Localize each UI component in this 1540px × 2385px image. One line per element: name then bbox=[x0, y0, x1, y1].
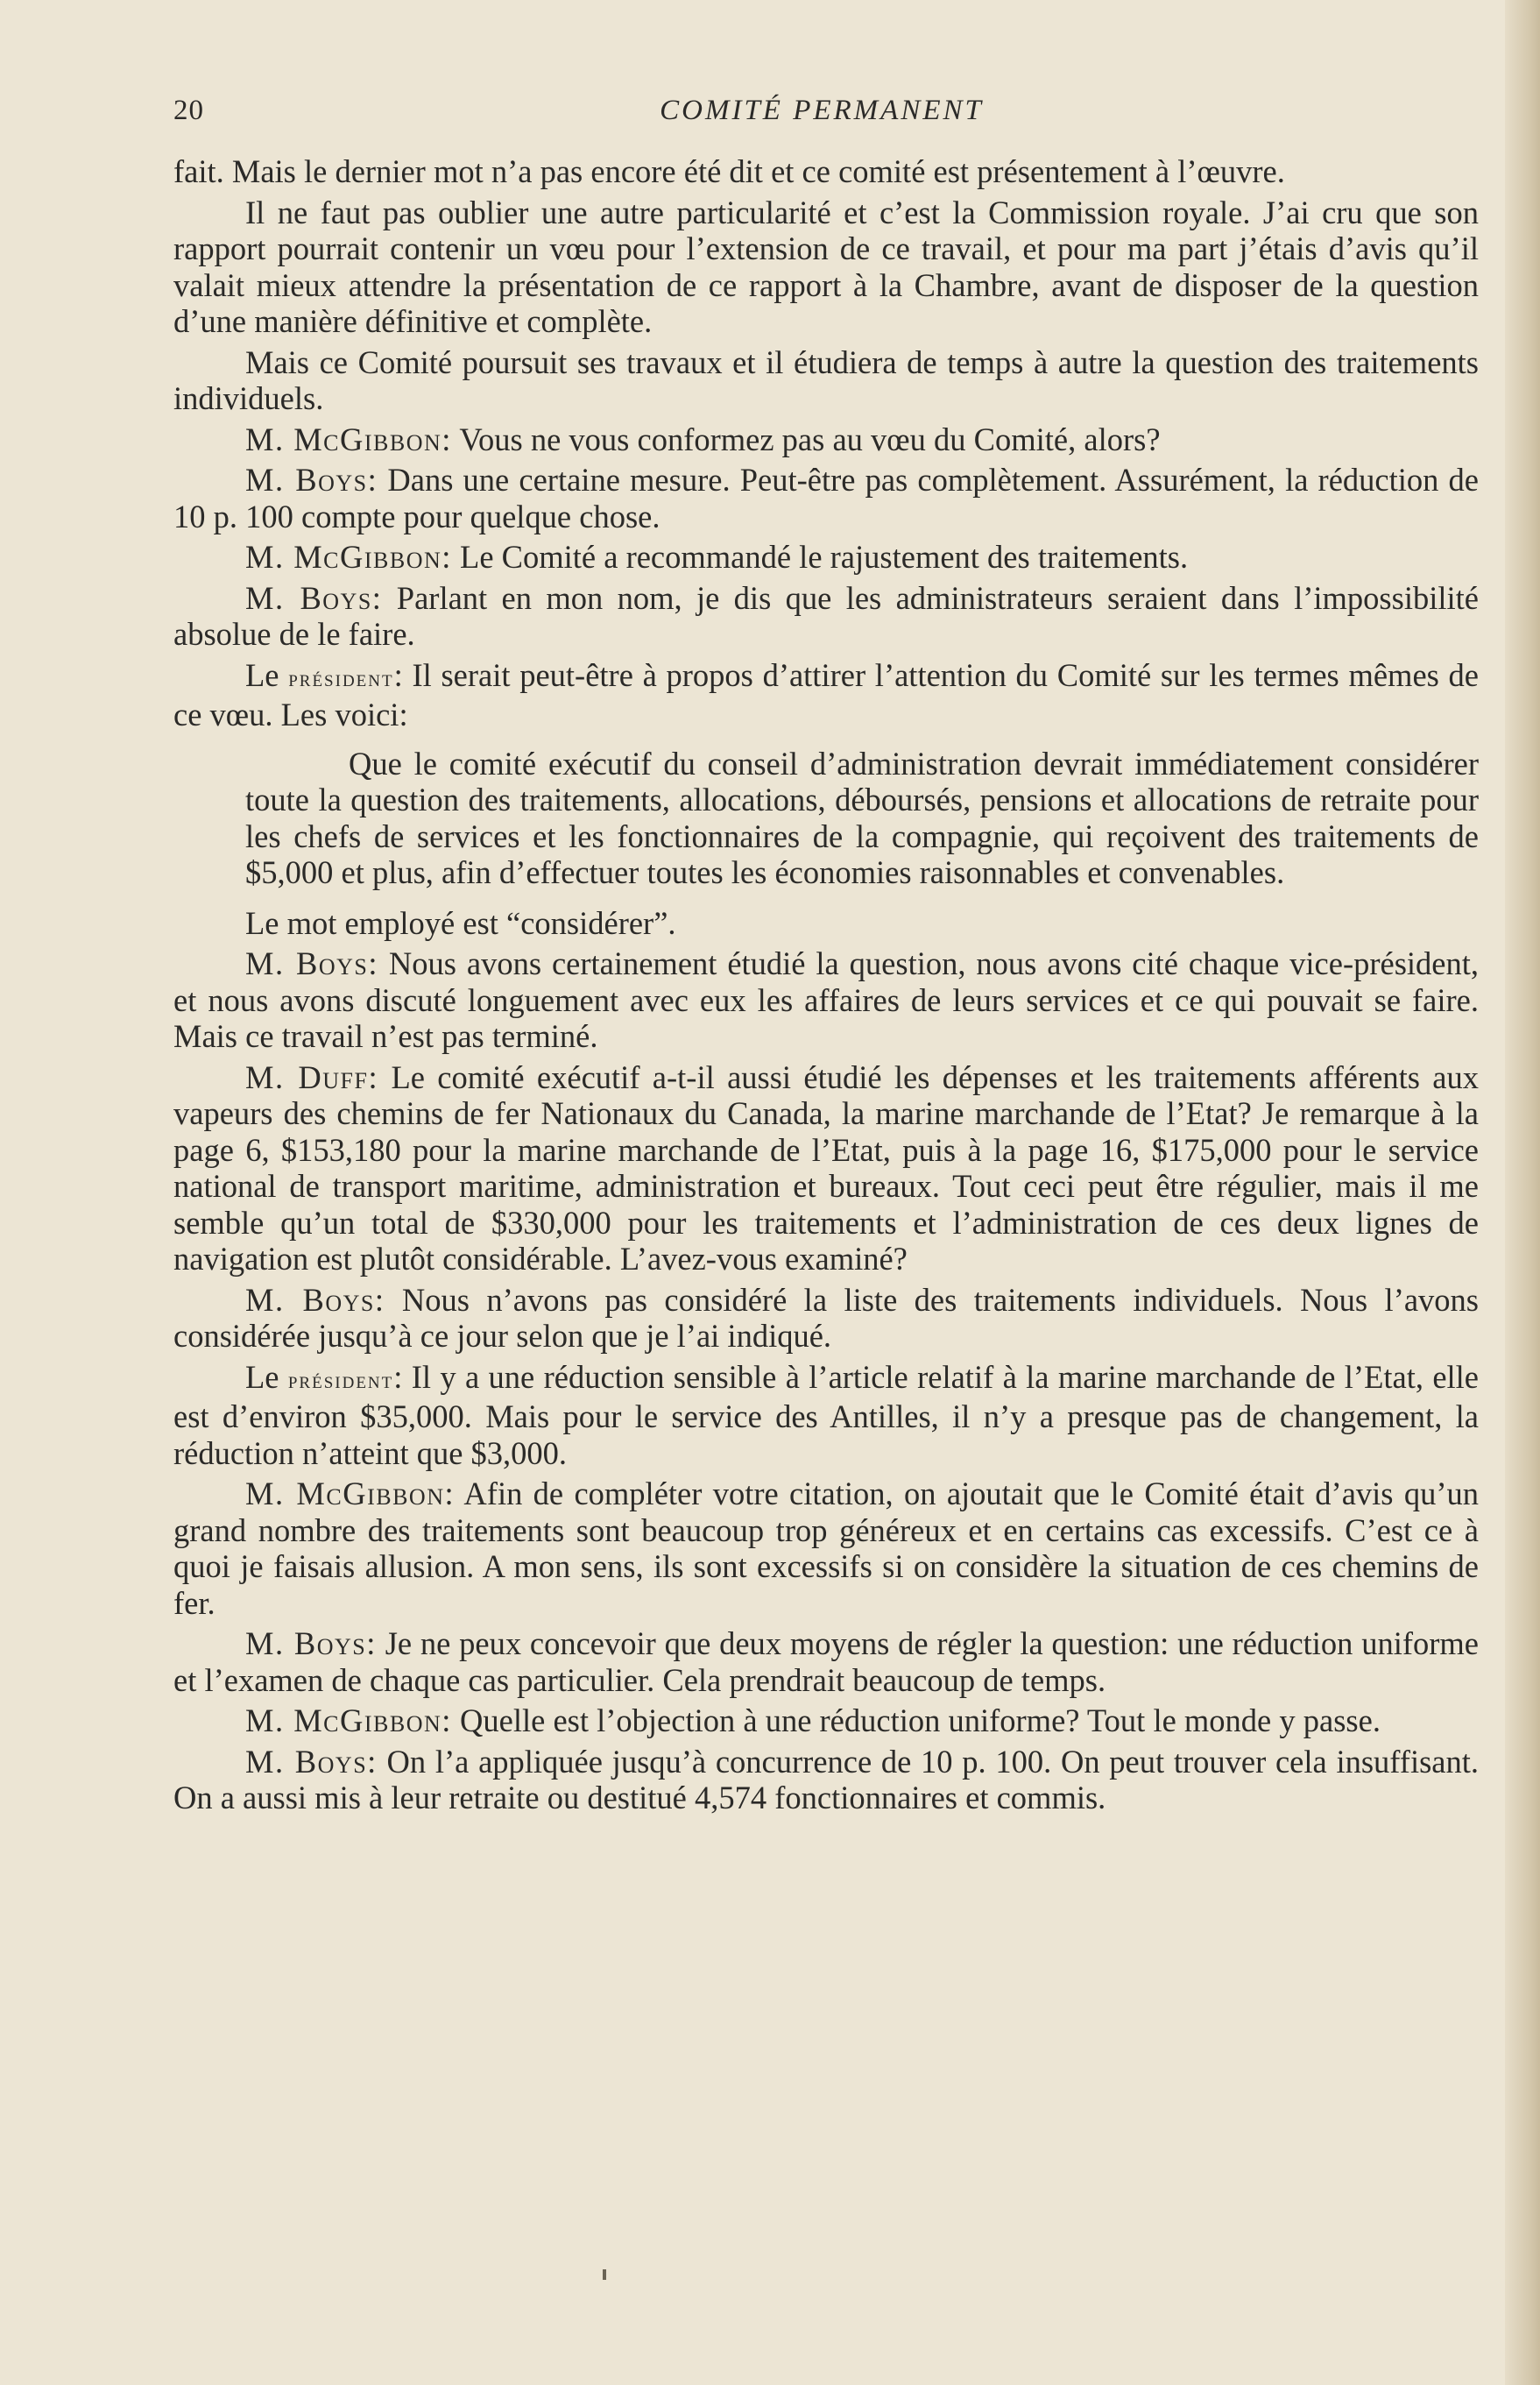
speaker-name: M. Boys: bbox=[245, 1625, 377, 1661]
speech: M. McGibbon: Le Comité a recommandé le rajustement des traitements. bbox=[245, 539, 1189, 575]
speech: M. Boys: Je ne peux concevoir que deux moyens de régler la question: une réduction uniforme et l’examen de chaque cas particulier. Cela prendrait beaucoup de temps. bbox=[173, 1625, 1480, 1698]
body-text bbox=[173, 153, 1479, 1821]
speaker-name: M. Boys: bbox=[245, 579, 383, 616]
quoted-resolution: Que le comité exécutif du conseil d’administration devrait immédiatement considérer toute la question des traitements, allocations, déboursés, pensions et allocations de retraite pour les chefs de services et les fonctionnaires de la compagnie, qui reçoivent des traitements de $5,000 et plus, afin d’effectuer toutes les économies raisonnables et convenables. bbox=[245, 745, 1479, 890]
speaker-name: président bbox=[287, 1366, 394, 1393]
speaker-name: M. Duff: bbox=[245, 1058, 379, 1095]
running-head: COMITÉ PERMANENT bbox=[660, 95, 984, 126]
speech: M. McGibbon: Quelle est l’objection à une réduction uniforme? Tout le monde y passe. bbox=[245, 1702, 1381, 1738]
paragraph: fait. Mais le dernier mot n’a pas encore été dit et ce comité est présentement à l’œuvre. bbox=[173, 153, 1285, 189]
speaker-name: M. McGibbon: bbox=[245, 539, 452, 575]
speaker-name: M. McGibbon: bbox=[245, 421, 452, 457]
speaker-name: M. Boys: bbox=[245, 1281, 385, 1318]
speech: M. McGibbon: Vous ne vous conformez pas au vœu du Comité, alors? bbox=[245, 421, 1161, 457]
page-edge bbox=[1505, 0, 1540, 2385]
printer-mark bbox=[603, 2269, 606, 2280]
speech: M. Boys: Nous avons certainement étudié la question, nous avons cité chaque vice-président, et nous avons discuté longuement avec eux les affaires de leurs services et ce qui pouvait se faire. Mais ce travail n’est pas terminé. bbox=[173, 945, 1480, 1054]
paragraph: Il ne faut pas oublier une autre particularité et c’est la Commission royale. J’ai cru que son rapport pourrait contenir un vœu pour l’extension de ce travail, et pour ma part j’étais d’avis qu’il valait mieux attendre la présentation de ce rapport à la Chambre, avant de disposer de la question d’une manière définitive et complète. bbox=[173, 194, 1479, 339]
page-number: 20 bbox=[173, 95, 204, 126]
speech: M. Boys: Nous n’avons pas considéré la liste des traitements individuels. Nous l’avons considérée jusqu’à ce jour selon que je l’ai indiqué. bbox=[173, 1281, 1480, 1354]
paragraph: Le mot employé est “considérer”. bbox=[245, 904, 676, 941]
speaker-name: M. Boys: bbox=[245, 1743, 378, 1780]
page-header bbox=[173, 95, 1470, 137]
speech: M. McGibbon: Afin de compléter votre citation, on ajoutait que le Comité était d’avis qu’un grand nombre des traitements sont beaucoup trop généreux et en certains cas excessifs. C’est ce à quoi je faisais allusion. A mon sens, ils sont excessifs si on considère la situation de ces chemins de fer. bbox=[173, 1476, 1479, 1621]
speaker-name: président bbox=[288, 664, 394, 691]
speech: M. Duff: Le comité exécutif a-t-il aussi étudié les dépenses et les traitements afférents aux vapeurs des chemins de fer Nationaux du Canada, la marine marchande de l’Etat? Je remarque à la page 6, $153,180 pour la marine marchande de l’Etat, puis à la page 16, $175,000 pour le service national de transport maritime, administration et bureaux. Tout ceci peut être régulier, mais il me semble qu’un total de $330,000 pour les traitements et l’administration de ces deux lignes de navigation est plutôt considérable. L’avez-vous examiné? bbox=[173, 1058, 1479, 1277]
speech: M. Boys: On l’a appliquée jusqu’à concurrence de 10 p. 100. On peut trouver cela insuffisant. On a aussi mis à leur retraite ou destitué 4,574 fonctionnaires et commis. bbox=[173, 1743, 1480, 1815]
speaker-name: M. Boys: bbox=[245, 462, 378, 498]
speaker-name: M. McGibbon: bbox=[245, 1702, 452, 1738]
speaker-name: M. Boys: bbox=[245, 945, 378, 981]
speaker-name: M. McGibbon: bbox=[245, 1476, 456, 1511]
paragraph: Mais ce Comité poursuit ses travaux et il étudiera de temps à autre la question des traitements individuels. bbox=[173, 343, 1479, 416]
speech: Le président: Il serait peut-être à propos d’attirer l’attention du Comité sur les termes mêmes de ce vœu. Les voici: bbox=[173, 656, 1479, 732]
speech: M. Boys: Dans une certaine mesure. Peut-être pas complètement. Assurément, la réduction de 10 p. 100 compte pour quelque chose. bbox=[173, 462, 1479, 534]
speech: M. Boys: Parlant en mon nom, je dis que les administrateurs seraient dans l’impossibilité absolue de le faire. bbox=[173, 579, 1479, 652]
speech: Le président: Il y a une réduction sensible à l’article relatif à la marine marchande de l’Etat, elle est d’environ $35,000. Mais pour le service des Antilles, il n’y a presque pas de changement, la réduction n’atteint que $3,000. bbox=[173, 1358, 1480, 1471]
